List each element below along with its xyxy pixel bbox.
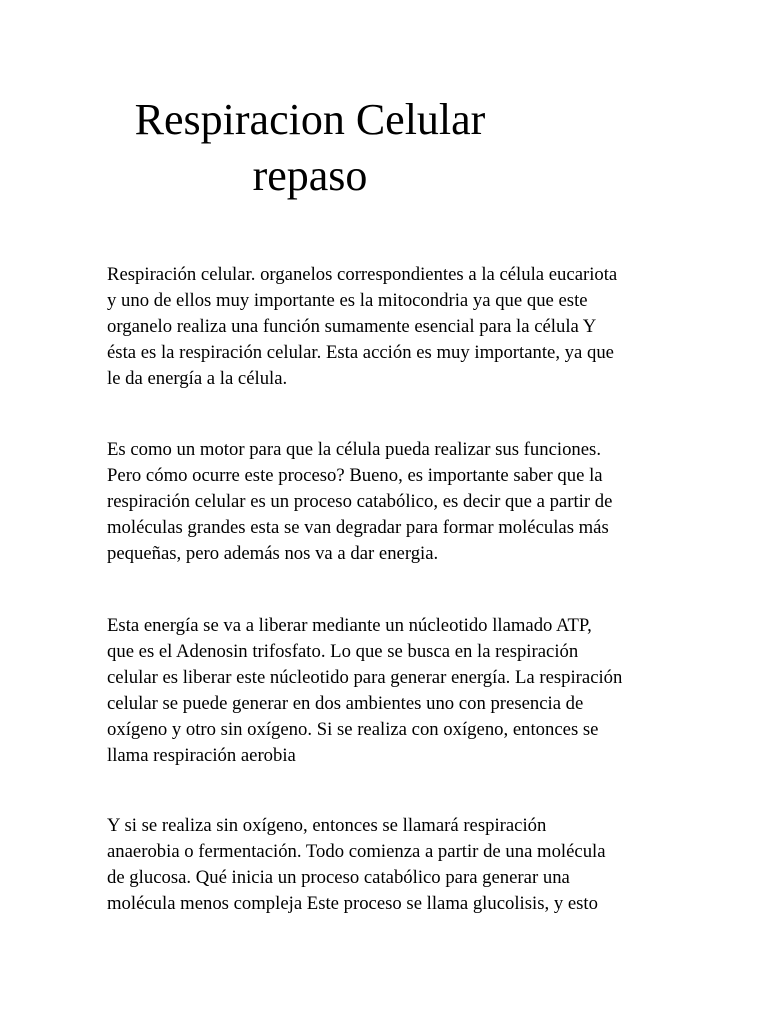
- paragraph-3: [107, 613, 677, 769]
- paragraph-text: Esta energía se va a liberar mediante un núcleotido llamado ATP, que es el Adenosin trifosfato. Lo que se busca en la respiración celular es liberar este núcleotido para generar energía. La respiración celular se puede generar en dos ambientes uno con presencia de oxígeno y otro sin oxígeno. Si se realiza con oxígeno, entonces se llama respiración aerobia: [107, 615, 623, 766]
- title-line-2: repaso: [252, 151, 368, 200]
- paragraph-4: [107, 813, 677, 917]
- paragraph-1: [107, 262, 677, 392]
- title-line-1: Respiracion Celular: [134, 95, 486, 144]
- document-title: [0, 92, 620, 204]
- paragraph-2: [107, 437, 677, 567]
- paragraph-text: Y si se realiza sin oxígeno, entonces se llamará respiración anaerobia o fermentación. Todo comienza a partir de una molécula de glucosa. Qué inicia un proceso catabólico para generar una molécula menos compleja Este proceso se llama glucolisis, y esto: [107, 815, 606, 914]
- paragraph-text: Respiración celular. organelos correspondientes a la célula eucariota y uno de ellos muy importante es la mitocondria ya que que este organelo realiza una función sumamente esencial para la célula Y ésta es la respiración celular. Esta acción es muy importante, ya que le da energía a la célula.: [107, 264, 618, 389]
- paragraph-text: Es como un motor para que la célula pueda realizar sus funciones. Pero cómo ocurre este proceso? Bueno, es importante saber que la respiración celular es un proceso catabólico, es decir que a partir de moléculas grandes esta se van degradar para formar moléculas más pequeñas, pero además nos va a dar energia.: [107, 439, 613, 564]
